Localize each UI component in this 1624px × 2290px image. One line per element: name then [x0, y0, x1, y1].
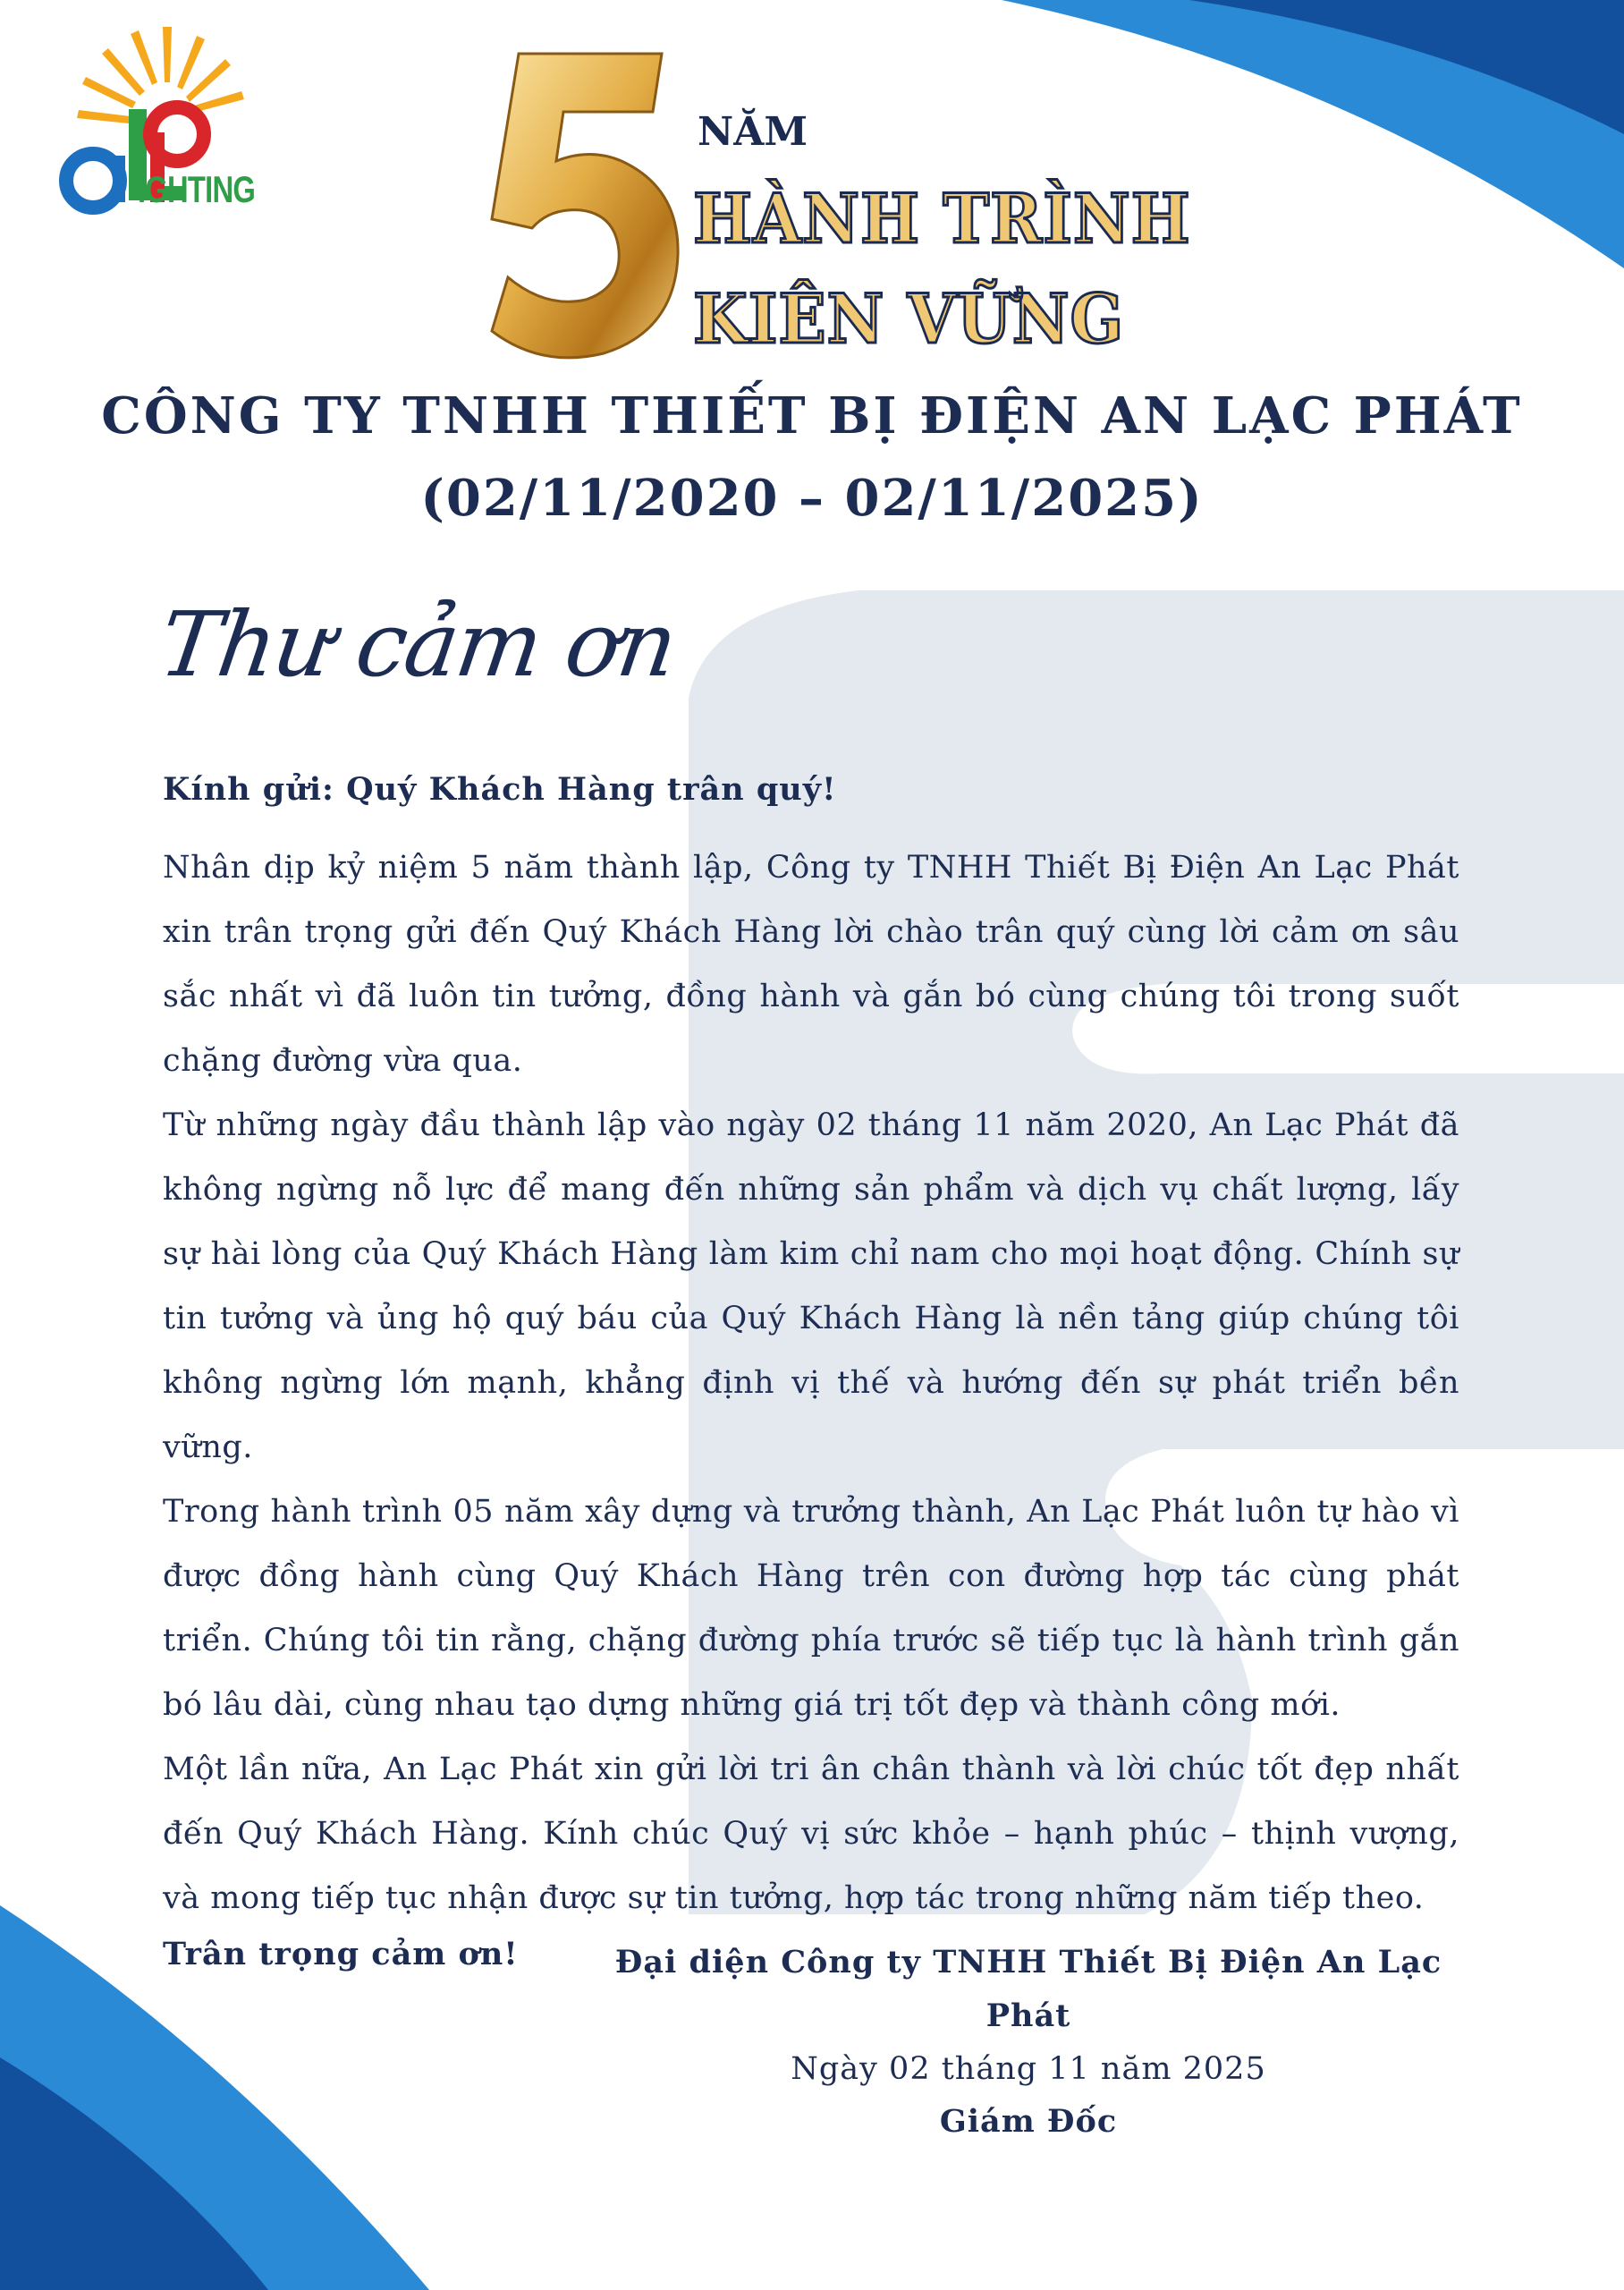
logo-letter-a [66, 154, 120, 208]
paragraph: Từ những ngày đầu thành lập vào ngày 02 tháng 11 năm 2020, An Lạc Phát đã không ngừng nỗ lực để mang đến những sản phẩm và dịch vụ chất lượng, lấy sự hài lòng của Quý Khách Hàng làm kim chỉ nam cho mọi hoạt động. Chính sự tin tưởng và ủng hộ quý báu của Quý Khách Hàng là nền tảng giúp chúng tôi không ngừng lớn mạnh, khẳng định vị thế và hướng đến sự phát triển bền vững. [163, 1107, 1459, 1465]
date-range: (02/11/2020 – 02/11/2025) [420, 469, 1204, 528]
paragraph: Nhân dịp kỷ niệm 5 năm thành lập, Công ty TNHH Thiết Bị Điện An Lạc Phát xin trân trọng gửi đến Quý Khách Hàng lời chào trân quý cùng lời cảm ơn sâu sắc nhất vì đã luôn tin tưởng, đồng hành và gắn bó cùng chúng tôi trong suốt chặng đường vừa qua. [163, 850, 1459, 1079]
gold-number-five [456, 36, 689, 367]
years-word: NĂM [698, 109, 808, 155]
slogan-line-2: KIÊN VỮNG [693, 279, 1125, 359]
paragraph: Một lần nữa, An Lạc Phát xin gửi lời tri ân chân thành và lời chúc tốt đẹp nhất đến Quý Khách Hàng. Kính chúc Quý vị sức khỏe – hạnh phúc – thịnh vượng, và mong tiếp tục nhận được sự tin tưởng, hợp tác trong những năm tiếp theo. [163, 1751, 1459, 1916]
signature-title: Giám Đốc [939, 2103, 1118, 2140]
signature-date: Ngày 02 tháng 11 năm 2025 [791, 2051, 1266, 2087]
salutation: Kính gửi: Quý Khách Hàng trân quý! [163, 771, 837, 808]
logo-text: IGHTING [138, 168, 256, 210]
paragraph: Trong hành trình 05 năm xây dựng và trưởng thành, An Lạc Phát luôn tự hào vì được đồng hành cùng Quý Khách Hàng trên con đường hợp tác cùng phát triển. Chúng tôi tin rằng, chặng đường phía trước sẽ tiếp tục là hành trình gắn bó lâu dài, cùng nhau tạo dựng những giá trị tốt đẹp và thành công mới. [163, 1494, 1459, 1723]
letter-body [163, 835, 1459, 1930]
signature-representative: Đại diện Công ty TNHH Thiết Bị Điện An Lạc Phát [614, 1944, 1442, 2034]
company-name: CÔNG TY TNHH THIẾT BỊ ĐIỆN AN LẠC PHÁT [101, 386, 1523, 445]
signature-block [590, 1936, 1467, 2149]
letter-title: Thư cảm ơn [153, 592, 682, 697]
slogan-line-1: HÀNH TRÌNH [693, 179, 1191, 259]
closing: Trân trọng cảm ơn! [163, 1936, 519, 1972]
